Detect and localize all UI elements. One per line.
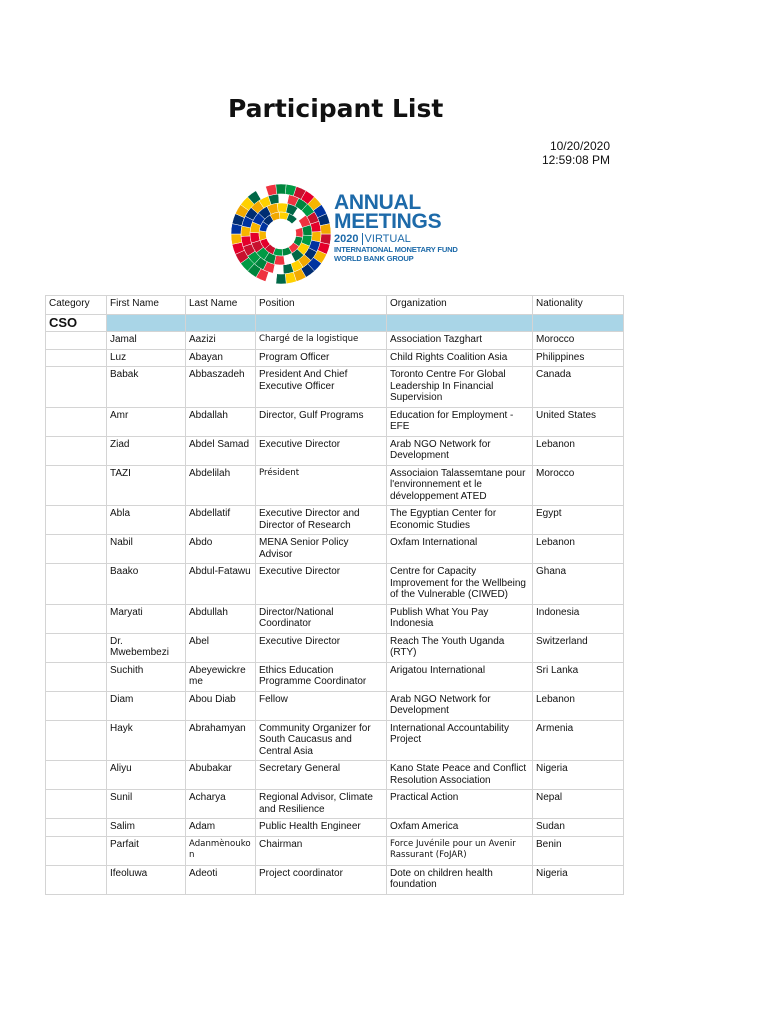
category-band xyxy=(186,314,256,332)
last-name-cell: Aazizi xyxy=(186,332,256,350)
organization-cell: Publish What You Pay Indonesia xyxy=(387,604,533,633)
nationality-cell: Lebanon xyxy=(533,691,624,720)
organization-cell: Toronto Centre For Global Leadership In Financial Supervision xyxy=(387,367,533,408)
first-name-cell: Abla xyxy=(107,506,186,535)
table-row xyxy=(46,564,624,605)
nationality-cell: Indonesia xyxy=(533,604,624,633)
nationality-cell: Sudan xyxy=(533,819,624,837)
column-header-position: Position xyxy=(256,296,387,315)
position-cell: Public Health Engineer xyxy=(256,819,387,837)
last-name-cell: Abdelilah xyxy=(186,465,256,506)
position-cell: Président xyxy=(256,465,387,506)
category-row xyxy=(46,314,624,332)
first-name-cell: Luz xyxy=(107,349,186,367)
organization-cell: International Accountability Project xyxy=(387,720,533,761)
page-title: Participant List xyxy=(228,94,444,123)
position-cell: Program Officer xyxy=(256,349,387,367)
position-cell: Director/National Coordinator xyxy=(256,604,387,633)
nationality-cell: Ghana xyxy=(533,564,624,605)
last-name-cell: Abubakar xyxy=(186,761,256,790)
logo-edition: VIRTUAL xyxy=(362,233,411,245)
position-cell: MENA Senior Policy Advisor xyxy=(256,535,387,564)
table-header-row xyxy=(46,296,624,315)
flag-wheel-icon xyxy=(230,183,332,285)
organization-cell: Oxfam America xyxy=(387,819,533,837)
category-cell xyxy=(46,720,107,761)
first-name-cell: Ifeoluwa xyxy=(107,865,186,894)
logo-year: 2020 xyxy=(334,233,359,245)
nationality-cell: Lebanon xyxy=(533,436,624,465)
nationality-cell: Armenia xyxy=(533,720,624,761)
first-name-cell: Baako xyxy=(107,564,186,605)
print-time: 12:59:08 PM xyxy=(541,153,610,167)
category-band xyxy=(387,314,533,332)
table-row xyxy=(46,604,624,633)
category-cell xyxy=(46,332,107,350)
category-cell xyxy=(46,367,107,408)
position-cell: Fellow xyxy=(256,691,387,720)
organization-cell: Dote on children health foundation xyxy=(387,865,533,894)
first-name-cell: Diam xyxy=(107,691,186,720)
last-name-cell: Acharya xyxy=(186,790,256,819)
position-cell: Secretary General xyxy=(256,761,387,790)
organization-cell: Association Tazghart xyxy=(387,332,533,350)
first-name-cell: Ziad xyxy=(107,436,186,465)
position-cell: Director, Gulf Programs xyxy=(256,407,387,436)
organization-cell: Oxfam International xyxy=(387,535,533,564)
first-name-cell: Amr xyxy=(107,407,186,436)
last-name-cell: Abdul-Fatawu xyxy=(186,564,256,605)
timestamp xyxy=(520,139,610,167)
last-name-cell: Abdellatif xyxy=(186,506,256,535)
nationality-cell: Sri Lanka xyxy=(533,662,624,691)
last-name-cell: Abbaszadeh xyxy=(186,367,256,408)
nationality-cell: Switzerland xyxy=(533,633,624,662)
last-name-cell: Abel xyxy=(186,633,256,662)
position-cell: President And Chief Executive Officer xyxy=(256,367,387,408)
first-name-cell: Aliyu xyxy=(107,761,186,790)
category-cell xyxy=(46,865,107,894)
position-cell: Regional Advisor, Climate and Resilience xyxy=(256,790,387,819)
category-cell xyxy=(46,604,107,633)
column-header-first-name: First Name xyxy=(107,296,186,315)
position-cell: Project coordinator xyxy=(256,865,387,894)
logo-wordmark xyxy=(334,193,458,263)
table-row xyxy=(46,865,624,894)
table-row xyxy=(46,633,624,662)
organization-cell: Centre for Capacity Improvement for the Wellbeing of the Vulnerable (CIWED) xyxy=(387,564,533,605)
first-name-cell: Nabil xyxy=(107,535,186,564)
table-row xyxy=(46,836,624,865)
organization-cell: Kano State Peace and Conflict Resolution Association xyxy=(387,761,533,790)
category-cell xyxy=(46,790,107,819)
table-row xyxy=(46,349,624,367)
nationality-cell: Benin xyxy=(533,836,624,865)
table-row xyxy=(46,332,624,350)
last-name-cell: Adam xyxy=(186,819,256,837)
organization-cell: Arab NGO Network for Development xyxy=(387,436,533,465)
nationality-cell: Nepal xyxy=(533,790,624,819)
nationality-cell: Nigeria xyxy=(533,865,624,894)
table-row xyxy=(46,535,624,564)
table-row xyxy=(46,506,624,535)
table-row xyxy=(46,367,624,408)
position-cell: Executive Director xyxy=(256,633,387,662)
last-name-cell: Abdallah xyxy=(186,407,256,436)
position-cell: Community Organizer for South Caucasus and Central Asia xyxy=(256,720,387,761)
category-cell xyxy=(46,465,107,506)
column-header-category: Category xyxy=(46,296,107,315)
category-cell xyxy=(46,535,107,564)
logo-line-meetings: MEETINGS xyxy=(334,210,442,233)
organization-cell: Practical Action xyxy=(387,790,533,819)
print-date: 10/20/2020 xyxy=(549,139,610,153)
first-name-cell: Suchith xyxy=(107,662,186,691)
first-name-cell: Sunil xyxy=(107,790,186,819)
first-name-cell: Hayk xyxy=(107,720,186,761)
nationality-cell: Philippines xyxy=(533,349,624,367)
table-row xyxy=(46,465,624,506)
organization-cell: Education for Employment - EFE xyxy=(387,407,533,436)
organization-cell: Reach The Youth Uganda (RTY) xyxy=(387,633,533,662)
nationality-cell: Lebanon xyxy=(533,535,624,564)
category-cell xyxy=(46,819,107,837)
category-cell xyxy=(46,662,107,691)
table-row xyxy=(46,691,624,720)
last-name-cell: Adanmènoukon xyxy=(186,836,256,865)
logo-org-imf: INTERNATIONAL MONETARY FUND xyxy=(334,245,458,254)
organization-cell: Force Juvénile pour un Avenir Rassurant (FoJAR) xyxy=(387,836,533,865)
first-name-cell: Salim xyxy=(107,819,186,837)
first-name-cell: Maryati xyxy=(107,604,186,633)
table-row xyxy=(46,761,624,790)
last-name-cell: Abrahamyan xyxy=(186,720,256,761)
organization-cell: Arab NGO Network for Development xyxy=(387,691,533,720)
organization-cell: Child Rights Coalition Asia xyxy=(387,349,533,367)
nationality-cell: Canada xyxy=(533,367,624,408)
table-row xyxy=(46,790,624,819)
category-cell xyxy=(46,836,107,865)
category-band xyxy=(256,314,387,332)
organization-cell: The Egyptian Center for Economic Studies xyxy=(387,506,533,535)
column-header-organization: Organization xyxy=(387,296,533,315)
first-name-cell: Dr. Mwebembezi xyxy=(107,633,186,662)
participant-table xyxy=(45,295,624,895)
first-name-cell: Babak xyxy=(107,367,186,408)
last-name-cell: Abou Diab xyxy=(186,691,256,720)
category-label: CSO xyxy=(46,314,107,332)
table-row xyxy=(46,407,624,436)
nationality-cell: Morocco xyxy=(533,332,624,350)
logo-org-wbg: WORLD BANK GROUP xyxy=(334,254,414,263)
position-cell: Chairman xyxy=(256,836,387,865)
organization-cell: Associaion Talassemtane pour l'environnement et le développement ATED xyxy=(387,465,533,506)
table-row xyxy=(46,662,624,691)
category-cell xyxy=(46,506,107,535)
last-name-cell: Adeoti xyxy=(186,865,256,894)
nationality-cell: Egypt xyxy=(533,506,624,535)
table-row xyxy=(46,819,624,837)
table-row xyxy=(46,436,624,465)
last-name-cell: Abdo xyxy=(186,535,256,564)
first-name-cell: Jamal xyxy=(107,332,186,350)
position-cell: Executive Director and Director of Research xyxy=(256,506,387,535)
position-cell: Executive Director xyxy=(256,436,387,465)
last-name-cell: Abayan xyxy=(186,349,256,367)
column-header-last-name: Last Name xyxy=(186,296,256,315)
category-cell xyxy=(46,761,107,790)
last-name-cell: Abdel Samad xyxy=(186,436,256,465)
position-cell: Chargé de la logistique xyxy=(256,332,387,350)
annual-meetings-logo xyxy=(230,183,460,285)
first-name-cell: TAZI xyxy=(107,465,186,506)
category-cell xyxy=(46,564,107,605)
logo-line-year xyxy=(334,233,458,245)
category-band xyxy=(107,314,186,332)
nationality-cell: Nigeria xyxy=(533,761,624,790)
table-row xyxy=(46,720,624,761)
last-name-cell: Abeyewickreme xyxy=(186,662,256,691)
category-cell xyxy=(46,691,107,720)
category-cell xyxy=(46,349,107,367)
category-band xyxy=(533,314,624,332)
category-cell xyxy=(46,407,107,436)
organization-cell: Arigatou International xyxy=(387,662,533,691)
position-cell: Ethics Education Programme Coordinator xyxy=(256,662,387,691)
last-name-cell: Abdullah xyxy=(186,604,256,633)
logo-line-annual: ANNUAL xyxy=(334,191,421,214)
column-header-nationality: Nationality xyxy=(533,296,624,315)
nationality-cell: Morocco xyxy=(533,465,624,506)
category-cell xyxy=(46,436,107,465)
nationality-cell: United States xyxy=(533,407,624,436)
category-cell xyxy=(46,633,107,662)
position-cell: Executive Director xyxy=(256,564,387,605)
first-name-cell: Parfait xyxy=(107,836,186,865)
